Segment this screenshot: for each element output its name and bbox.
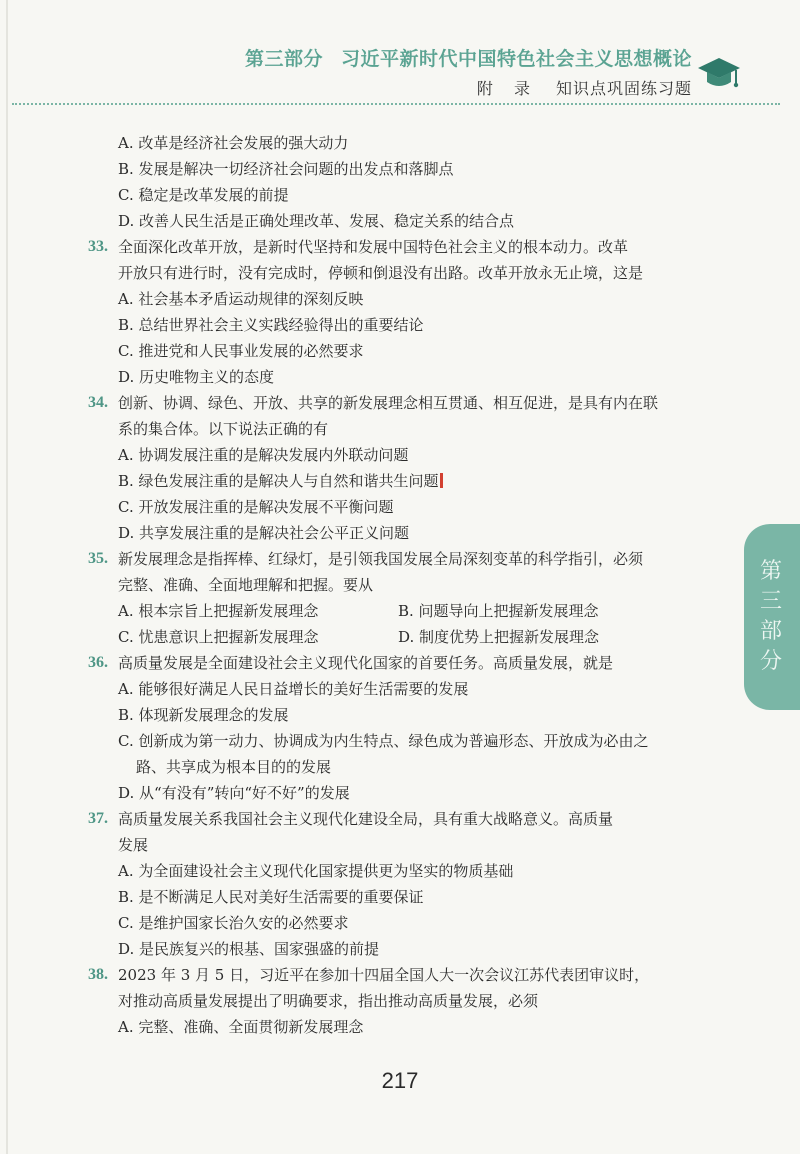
option: D. 是民族复兴的根基、国家强盛的前提 [118,940,380,958]
option: A. 完整、准确、全面贯彻新发展理念 [118,1018,364,1036]
question-number: 38. [88,966,108,983]
side-tab-char: 分 [759,649,784,674]
option: C. 开放发展注重的是解决发展不平衡问题 [118,498,394,516]
option: A. 社会基本矛盾运动规律的深刻反映 [118,290,364,308]
question-number: 37. [88,810,108,827]
option: D. 从“有没有”转向“好不好”的发展 [118,784,350,802]
option: B. 绿色发展注重的是解决人与自然和谐共生问题 [88,468,698,494]
option: D. 历史唯物主义的态度 [118,368,275,386]
page-number: 217 [381,1068,419,1093]
option: D. 改善人民生活是正确处理改革、发展、稳定关系的结合点 [118,212,515,230]
part-label: 第三部分 [244,48,323,70]
option: C. 创新成为第一动力、协调成为内生特点、绿色成为普遍形态、开放成为必由之 路、共享成为根本目的的发展 [118,732,649,776]
question-list [88,130,698,1040]
option: D. 制度优势上把握新发展理念 [398,628,600,646]
option: C. 忧患意识上把握新发展理念 [118,628,319,646]
option-row [88,624,698,650]
question-stem: 37. 高质量发展关系我国社会主义现代化建设全局，具有重大战略意义。高质量 发展 [88,806,698,858]
option: B. 体现新发展理念的发展 [118,706,289,724]
section-side-tab [744,524,800,710]
side-tab-char: 三 [759,589,784,614]
question-block [88,130,698,234]
question-block [88,962,698,1040]
option: B. 发展是解决一切经济社会问题的出发点和落脚点 [118,160,454,178]
side-tab-char: 第 [759,559,784,584]
running-subtitle [477,76,692,99]
appendix-label: 附 录 [476,79,538,98]
question-stem: 34. 创新、协调、绿色、开放、共享的新发展理念相互贯通、相互促进，是具有内在联 系的集合体。以下说法正确的有 [88,390,698,442]
question-stem: 33. 全面深化改革开放，是新时代坚持和发展中国特色社会主义的根本动力。改革 开放只有进行时，没有完成时，停顿和倒退没有出路。改革开放永无止境，这是 [88,234,698,286]
option: A. 为全面建设社会主义现代化国家提供更为坚实的物质基础 [118,862,514,880]
side-tab-char: 部 [759,619,784,644]
option: A. 协调发展注重的是解决发展内外联动问题 [118,446,409,464]
book-title: 习近平新时代中国特色社会主义思想概论 [340,48,692,70]
page-header [0,0,800,110]
question-number: 35. [88,550,108,567]
option: C. 稳定是改革发展的前提 [118,186,289,204]
question-stem: 36. 高质量发展是全面建设社会主义现代化国家的首要任务。高质量发展，就是 [88,650,698,676]
option: B. 总结世界社会主义实践经验得出的重要结论 [118,316,424,334]
question-stem: 35. 新发展理念是指挥棒、红绿灯，是引领我国发展全局深刻变革的科学指引，必须 完整、准确、全面地理解和把握。要从 [88,546,698,598]
red-cursor-mark [440,473,443,488]
question-number: 36. [88,654,108,671]
option: A. 改革是经济社会发展的强大动力 [118,134,349,152]
question-block [88,546,698,650]
question-block [88,650,698,806]
option-row [88,598,698,624]
option: B. 问题导向上把握新发展理念 [398,602,599,620]
option: B. 是不断满足人民对美好生活需要的重要保证 [118,888,424,906]
question-block [88,234,698,390]
option: C. 是维护国家长治久安的必然要求 [118,914,349,932]
option: A. 根本宗旨上把握新发展理念 [118,602,319,620]
question-block [88,806,698,962]
option: A. 能够很好满足人民日益增长的美好生活需要的发展 [118,680,469,698]
option: D. 共享发展注重的是解决社会公平正义问题 [118,524,410,542]
graduation-cap-icon [696,50,742,96]
header-divider [12,103,780,105]
page-edge [6,0,8,1154]
question-stem: 38. 2023 年 3 月 5 日，习近平在参加十四届全国人大一次会议江苏代表团审议时， 对推动高质量发展提出了明确要求，指出推动高质量发展，必须 [88,962,698,1014]
question-block [88,390,698,546]
option: C. 推进党和人民事业发展的必然要求 [118,342,364,360]
running-title [245,44,692,71]
question-number: 33. [88,238,108,255]
section-subtitle: 知识点巩固练习题 [555,79,692,98]
question-number: 34. [88,394,108,411]
